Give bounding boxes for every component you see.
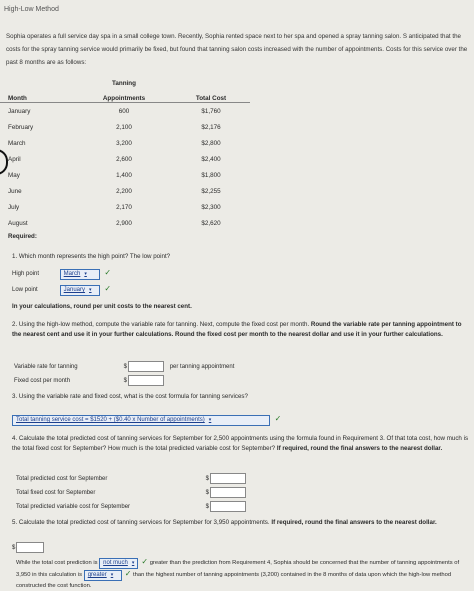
cell-appts: 2,900 <box>116 219 132 227</box>
chevron-down-icon: ▾ <box>84 271 87 277</box>
predicted-cost-label: Total predicted cost for September <box>16 476 108 483</box>
dollar-sign: $ <box>205 476 210 483</box>
dollar-sign: $ <box>205 504 210 511</box>
dollar-sign: $ <box>123 364 128 371</box>
table-row <box>0 167 250 183</box>
fixed-cost-sept-row <box>16 487 246 498</box>
q4-text-bold: If required, round the final answers to the nearest dollar. <box>276 445 443 452</box>
q5-sentence-3: than the highest number of tanning appointments (3,200) contained in the 8 months of data upon which the high-low method constructed the cost function. <box>16 572 452 589</box>
table-row <box>0 135 250 151</box>
check-icon: ✓ <box>141 557 149 566</box>
chevron-down-icon: ▾ <box>89 287 92 293</box>
cell-month: June <box>8 187 22 195</box>
fixed-cost-sept-input[interactable] <box>210 487 246 498</box>
variable-rate-unit: per tanning appointment <box>169 364 235 371</box>
cell-appts: 2,600 <box>116 155 132 163</box>
cell-cost: $1,800 <box>201 171 221 179</box>
formula-row <box>12 414 281 426</box>
header-total-cost: Total Cost <box>172 87 250 103</box>
cell-cost: $2,176 <box>201 123 221 131</box>
variable-cost-sept-row <box>16 501 246 512</box>
check-icon: ✓ <box>104 268 112 277</box>
fixed-cost-row <box>14 375 164 386</box>
q2-text-plain: 2. Using the high-low method, compute the variable rate for tanning. Next, compute the fixed cost per month. <box>12 321 310 328</box>
fixed-cost-sept-label: Total fixed cost for September <box>16 490 96 497</box>
q5-sentence-1: While the total cost prediction is <box>16 560 98 566</box>
q5-text <box>12 518 470 528</box>
cell-appts: 600 <box>118 107 130 115</box>
cell-month: February <box>8 123 34 131</box>
q5-answer-row <box>12 542 44 553</box>
predicted-cost-input[interactable] <box>210 473 246 484</box>
predicted-cost-row <box>16 473 246 484</box>
cell-cost: $1,760 <box>201 107 221 115</box>
cell-month: August <box>8 219 28 227</box>
table-row <box>0 199 250 215</box>
cell-appts: 2,100 <box>116 123 132 131</box>
q5-total-cost-input[interactable] <box>16 542 44 553</box>
cell-appts: 3,200 <box>116 139 132 147</box>
chevron-down-icon: ▾ <box>110 572 114 578</box>
rounding-note: In your calculations, round per unit costs to the nearest cent. <box>12 303 192 310</box>
fixed-cost-input[interactable] <box>128 375 164 386</box>
table-row <box>0 103 250 120</box>
greater-less-select[interactable]: greater ▾ <box>84 570 122 581</box>
variable-cost-sept-input[interactable] <box>210 501 246 512</box>
header-appointments: Appointments <box>76 87 172 103</box>
check-icon: ✓ <box>124 569 132 578</box>
appointments-table <box>0 72 250 231</box>
high-point-label: High point <box>12 271 40 277</box>
cell-appts: 1,400 <box>116 171 132 179</box>
chevron-down-icon: ▾ <box>208 417 212 423</box>
cell-month: January <box>8 107 31 115</box>
intro-text: Sophia operates a full service day spa in a small college town. Recently, Sophia rented space next to her spa and opened a spray tanning salon. S anticipated that the costs for the spray tanning service would primarily be fixed, but found that tanning salon costs increased with the number of appointments. Costs for this service over the past 8 months are as follows: <box>6 33 468 66</box>
low-point-select[interactable]: January ▾ <box>60 285 100 296</box>
cell-month: May <box>8 171 20 179</box>
variable-cost-sept-label: Total predicted variable cost for September <box>16 504 131 511</box>
check-icon: ✓ <box>274 414 282 423</box>
fixed-cost-label: Fixed cost per month <box>14 378 71 385</box>
table-row <box>0 183 250 199</box>
cell-appts: 2,200 <box>116 187 132 195</box>
cell-month: April <box>8 155 21 163</box>
cell-appts: 2,170 <box>116 203 132 211</box>
variable-rate-row <box>14 361 234 372</box>
comparison-select[interactable]: not much ▾ <box>99 558 138 569</box>
q1-text: 1. Which month represents the high point? The low point? <box>12 253 171 260</box>
q4-text-plain: 4. Calculate the total predicted cost of tanning services for September for 2,500 appointments using the formula found in Requirement 3. Of that tota cost, how much is the total fixed cost for September? How much is the total predicted variable cost for September? <box>12 435 469 452</box>
low-point-row <box>12 284 111 296</box>
table-row <box>0 151 250 167</box>
chevron-down-icon: ▾ <box>131 560 135 566</box>
high-point-row <box>12 268 111 280</box>
cell-month: March <box>8 139 26 147</box>
q2-text-bold: Round the variable rate per tanning appointment to the nearest cent and use it in your further calculations. Round the fixed cost per month to the nearest dollar and use it in your further calculations. <box>12 321 462 338</box>
q5-conclusion <box>16 557 470 591</box>
cell-cost: $2,400 <box>201 155 221 163</box>
low-point-label: Low point <box>12 287 38 293</box>
q5-text-plain: 5. Calculate the total predicted cost of tanning services for September for 3,950 appointments. <box>12 519 270 526</box>
cell-cost: $2,620 <box>201 219 221 227</box>
q5-sentence-2: greater than the prediction from Requirement 4, Sophia should be concerned that the number of tanning appointments of 3,950 in this calculation is <box>16 560 460 578</box>
cell-month: July <box>8 203 20 211</box>
q3-text: 3. Using the variable rate and fixed cost, what is the cost formula for tanning services? <box>12 393 248 400</box>
cell-cost: $2,800 <box>201 139 221 147</box>
q4-text <box>12 434 472 454</box>
dollar-sign: $ <box>205 490 210 497</box>
q2-text <box>12 320 468 340</box>
variable-rate-input[interactable] <box>128 361 164 372</box>
page-title: High-Low Method <box>4 6 59 13</box>
dollar-sign: $ <box>12 545 16 552</box>
table-row <box>0 215 250 231</box>
cell-cost: $2,255 <box>201 187 221 195</box>
cell-cost: $2,300 <box>201 203 221 211</box>
cost-formula-select[interactable]: Total tanning service cost = $1520 + ($0.40 x Number of appointments) ▾ <box>12 415 270 426</box>
required-heading: Required: <box>8 233 37 240</box>
header-appts-top: Tanning <box>111 80 137 87</box>
high-point-select[interactable]: March ▾ <box>60 269 100 280</box>
q5-text-bold: If required, round the final answers to the nearest dollar. <box>271 519 437 526</box>
table-row <box>0 119 250 135</box>
variable-rate-label: Variable rate for tanning <box>14 364 78 371</box>
header-month: Month <box>0 87 76 103</box>
check-icon: ✓ <box>104 284 112 293</box>
dollar-sign: $ <box>123 378 128 385</box>
